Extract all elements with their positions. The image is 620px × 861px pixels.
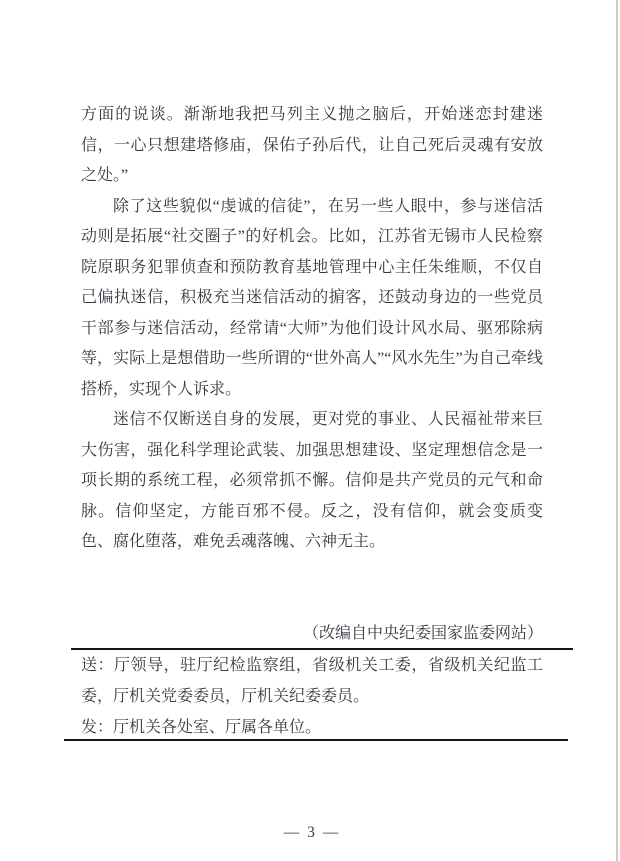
document-content	[81, 100, 543, 843]
distribution-issue-line: 发：厅机关各处室、厅属各单位。	[81, 719, 322, 736]
paragraph-body: 除了这些貌似“虔诚的信徒”，在另一些人眼中，参与迷信活动则是拓展“社交圈子”的好机会。比如，江苏省无锡市人民检察院原职务犯罪侦查和预防教育基地管理中心主任朱维顺，不仅自己偏执迷信，积极充当迷信活动的掮客，还鼓动身边的一些党员干部参与迷信活动，经常请“大师”为他们设计风水局、驱邪除病等，实际上是想借助一些所谓的“世外高人”“风水先生”为自己牵线搭桥，实现个人诉求。	[81, 197, 543, 398]
scan-edge-line	[616, 0, 618, 861]
paragraph-body: 迷信不仅断送自身的发展，更对党的事业、人民福祉带来巨大伤害，强化科学理论武装、加强思想建设、坚定理想信念是一项长期的系统工程，必须常抓不懈。信仰是共产党员的元气和命脉。信仰坚定，方能百邪不侵。反之，没有信仰，就会变质变色、腐化堕落，难免丢魂落魄、六神无主。	[81, 411, 543, 550]
paragraph-continuation: 方面的说谈。渐渐地我把马列主义抛之脑后，开始迷恋封建迷信，一心只想建塔修庙，保佑子孙后代，让自己死后灵魂有安放之处。”	[81, 106, 543, 184]
page-number: — 3 —	[283, 824, 341, 841]
distribution-send-line: 送：厅领导，驻厅纪检监察组，省级机关工委，省级机关纪监工委，厅机关党委委员，厅机关纪委委员。	[81, 657, 543, 705]
attribution-line: （改编自中央纪委国家监委网站）	[302, 624, 543, 642]
